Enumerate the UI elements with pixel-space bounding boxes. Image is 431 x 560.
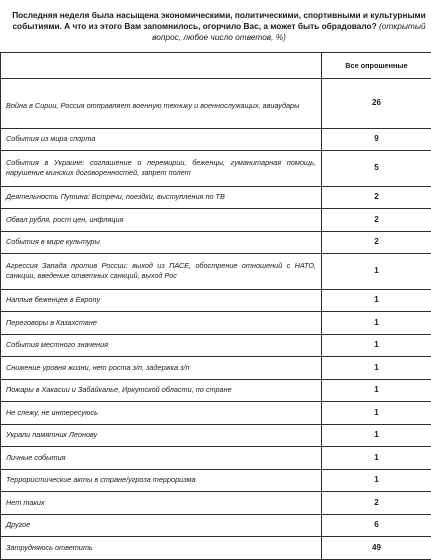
row-value: 1 [322, 379, 431, 402]
table-row [1, 402, 431, 425]
question-title [10, 10, 428, 44]
table-row [1, 151, 431, 187]
row-label: Нет таких [1, 492, 322, 515]
table-row [1, 79, 431, 129]
row-value: 1 [322, 357, 431, 380]
table-row [1, 357, 431, 380]
table-row [1, 128, 431, 151]
row-label: Террористические акты в стране/угроза терроризма [1, 469, 322, 492]
row-label: Личные события [1, 447, 322, 470]
table-row [1, 289, 431, 312]
row-value: 2 [322, 186, 431, 209]
question-text: Последняя неделя была насыщена экономическими, политическими, спортивными и культурными событиями. А что из этого Вам запомнилось, огорчило Вас, а может быть обрадовало? [12, 10, 426, 32]
row-label: Деятельность Путина: Встречи, поездки, выступления по ТВ [1, 186, 322, 209]
results-table [0, 52, 431, 560]
table-row [1, 334, 431, 357]
table-row [1, 447, 431, 470]
table-row [1, 379, 431, 402]
row-label: Переговоры в Казахстане [1, 312, 322, 335]
row-value: 1 [322, 312, 431, 335]
row-value: 2 [322, 231, 431, 254]
row-value: 9 [322, 128, 431, 151]
row-label: Снижение уровня жизни, нет роста з/п, задержка з/п [1, 357, 322, 380]
row-value: 2 [322, 492, 431, 515]
table-row [1, 254, 431, 290]
row-value: 5 [322, 151, 431, 187]
row-label: События из мира спорта [1, 128, 322, 151]
row-value: 1 [322, 334, 431, 357]
row-label: Другое [1, 514, 322, 537]
row-label: События в Украине: соглашение о перемирии, беженцы, гуманитарная помощь, нарушение минских договоренностей, запрет полет [1, 151, 322, 187]
row-value: 1 [322, 254, 431, 290]
row-label: Война в Сирии, Россия отправляет военную технику и военнослужащих, авиаудары [1, 79, 322, 129]
row-value: 49 [322, 537, 431, 560]
column-header-all-respondents: Все опрошенные [322, 53, 431, 79]
table-row [1, 312, 431, 335]
row-label: Не слежу, не интересуюсь [1, 402, 322, 425]
question-note: (открытый вопрос, любое число ответов, %) [152, 21, 426, 43]
row-value: 1 [322, 289, 431, 312]
table-row [1, 492, 431, 515]
empty-header-cell [1, 53, 322, 79]
row-value: 2 [322, 209, 431, 232]
row-value: 1 [322, 402, 431, 425]
row-label: Затрудняюсь ответить [1, 537, 322, 560]
row-label: Пожары в Хакасии и Забайкалье, Иркутской области, по стране [1, 379, 322, 402]
row-value: 6 [322, 514, 431, 537]
row-label: Украли памятник Леонову [1, 424, 322, 447]
table-row [1, 514, 431, 537]
row-label: События местного значения [1, 334, 322, 357]
row-value: 1 [322, 447, 431, 470]
row-label: Агрессия Запада против России: выход из ПАСЕ, обострение отношений с НАТО, санкции, введение ответных санкций, выход Рос [1, 254, 322, 290]
table-row [1, 537, 431, 560]
row-value: 1 [322, 469, 431, 492]
row-label: События в мире культуры [1, 231, 322, 254]
table-row [1, 186, 431, 209]
table-row [1, 231, 431, 254]
row-label: Наплыв беженцев в Европу [1, 289, 322, 312]
row-value: 26 [322, 79, 431, 129]
table-header-row [1, 53, 431, 79]
table-row [1, 469, 431, 492]
row-value: 1 [322, 424, 431, 447]
table-row [1, 424, 431, 447]
table-row [1, 209, 431, 232]
row-label: Обвал рубля, рост цен, инфляция [1, 209, 322, 232]
